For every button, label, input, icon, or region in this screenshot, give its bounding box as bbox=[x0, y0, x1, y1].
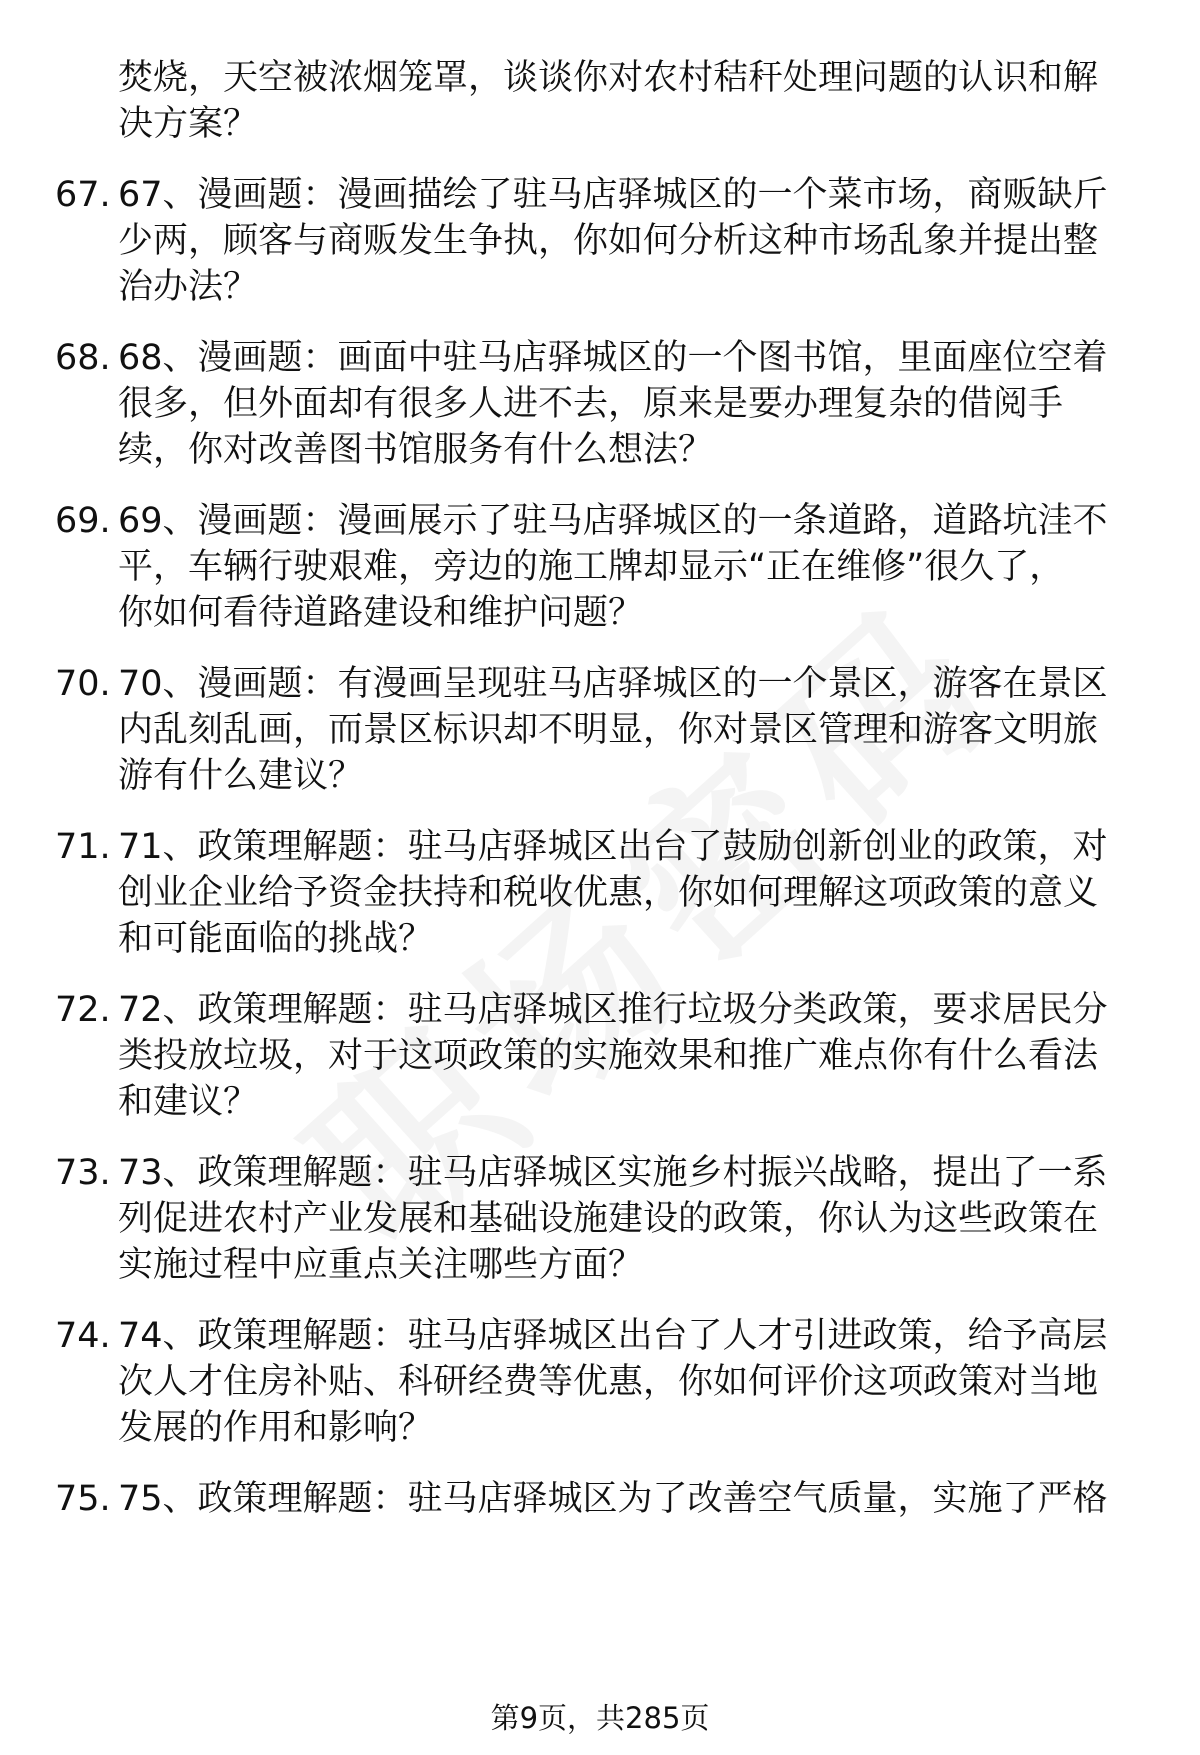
question-73-line-3: 实施过程中应重点关注哪些方面？ bbox=[118, 1245, 644, 1285]
question-71-line-2: 创业企业给予资金扶持和税收优惠，你如何理解这项政策的意义 bbox=[118, 873, 1099, 913]
question-70-line-1: 70、漫画题：有漫画呈现驻马店驿城区的一个景区，游客在景区 bbox=[118, 664, 1108, 704]
question-69-line-1: 69、漫画题：漫画展示了驻马店驿城区的一条道路，道路坑洼不 bbox=[118, 501, 1108, 541]
question-number-70: 70. bbox=[55, 664, 111, 704]
question-69-line-3: 你如何看待道路建设和维护问题？ bbox=[118, 593, 644, 633]
question-72-line-2: 类投放垃圾，对于这项政策的实施效果和推广难点你有什么看法 bbox=[118, 1036, 1099, 1076]
question-70-line-3: 游有什么建议？ bbox=[118, 756, 364, 796]
question-74-line-3: 发展的作用和影响？ bbox=[118, 1408, 434, 1448]
question-number-69: 69. bbox=[55, 501, 111, 541]
question-number-67: 67. bbox=[55, 175, 111, 215]
question-73-line-2: 列促进农村产业发展和基础设施建设的政策，你认为这些政策在 bbox=[118, 1199, 1099, 1239]
question-71-line-1: 71、政策理解题：驻马店驿城区出台了鼓励创新创业的政策，对 bbox=[118, 827, 1108, 867]
question-72-line-3: 和建议？ bbox=[118, 1082, 259, 1122]
question-72-line-1: 72、政策理解题：驻马店驿城区推行垃圾分类政策，要求居民分 bbox=[118, 990, 1108, 1030]
page-footer: 第9页，共285页 bbox=[490, 1701, 710, 1735]
intro-line-2: 决方案？ bbox=[118, 104, 259, 144]
intro-line-1: 焚烧，天空被浓烟笼罩，谈谈你对农村秸秆处理问题的认识和解 bbox=[118, 58, 1099, 98]
question-75-line-1: 75、政策理解题：驻马店驿城区为了改善空气质量，实施了严格 bbox=[118, 1479, 1108, 1519]
question-71-line-3: 和可能面临的挑战？ bbox=[118, 919, 434, 959]
question-number-73: 73. bbox=[55, 1153, 111, 1193]
question-70-line-2: 内乱刻乱画，而景区标识却不明显，你对景区管理和游客文明旅 bbox=[118, 710, 1099, 750]
question-73-line-1: 73、政策理解题：驻马店驿城区实施乡村振兴战略，提出了一系 bbox=[118, 1153, 1108, 1193]
question-67-line-2: 少两，顾客与商贩发生争执，你如何分析这种市场乱象并提出整 bbox=[118, 221, 1099, 261]
question-number-74: 74. bbox=[55, 1316, 111, 1356]
question-67-line-3: 治办法？ bbox=[118, 267, 259, 307]
question-number-71: 71. bbox=[55, 827, 111, 867]
question-74-line-2: 次人才住房补贴、科研经费等优惠，你如何评价这项政策对当地 bbox=[118, 1362, 1099, 1402]
question-68-line-1: 68、漫画题：画面中驻马店驿城区的一个图书馆，里面座位空着 bbox=[118, 338, 1108, 378]
question-67-line-1: 67、漫画题：漫画描绘了驻马店驿城区的一个菜市场，商贩缺斤 bbox=[118, 175, 1108, 215]
question-number-75: 75. bbox=[55, 1479, 111, 1519]
question-74-line-1: 74、政策理解题：驻马店驿城区出台了人才引进政策，给予高层 bbox=[118, 1316, 1108, 1356]
question-68-line-3: 续，你对改善图书馆服务有什么想法？ bbox=[118, 430, 714, 470]
question-number-72: 72. bbox=[55, 990, 111, 1030]
question-69-line-2: 平，车辆行驶艰难，旁边的施工牌却显示“正在维修”很久了， bbox=[118, 547, 1065, 587]
question-number-68: 68. bbox=[55, 338, 111, 378]
question-68-line-2: 很多，但外面却有很多人进不去，原来是要办理复杂的借阅手 bbox=[118, 384, 1064, 424]
